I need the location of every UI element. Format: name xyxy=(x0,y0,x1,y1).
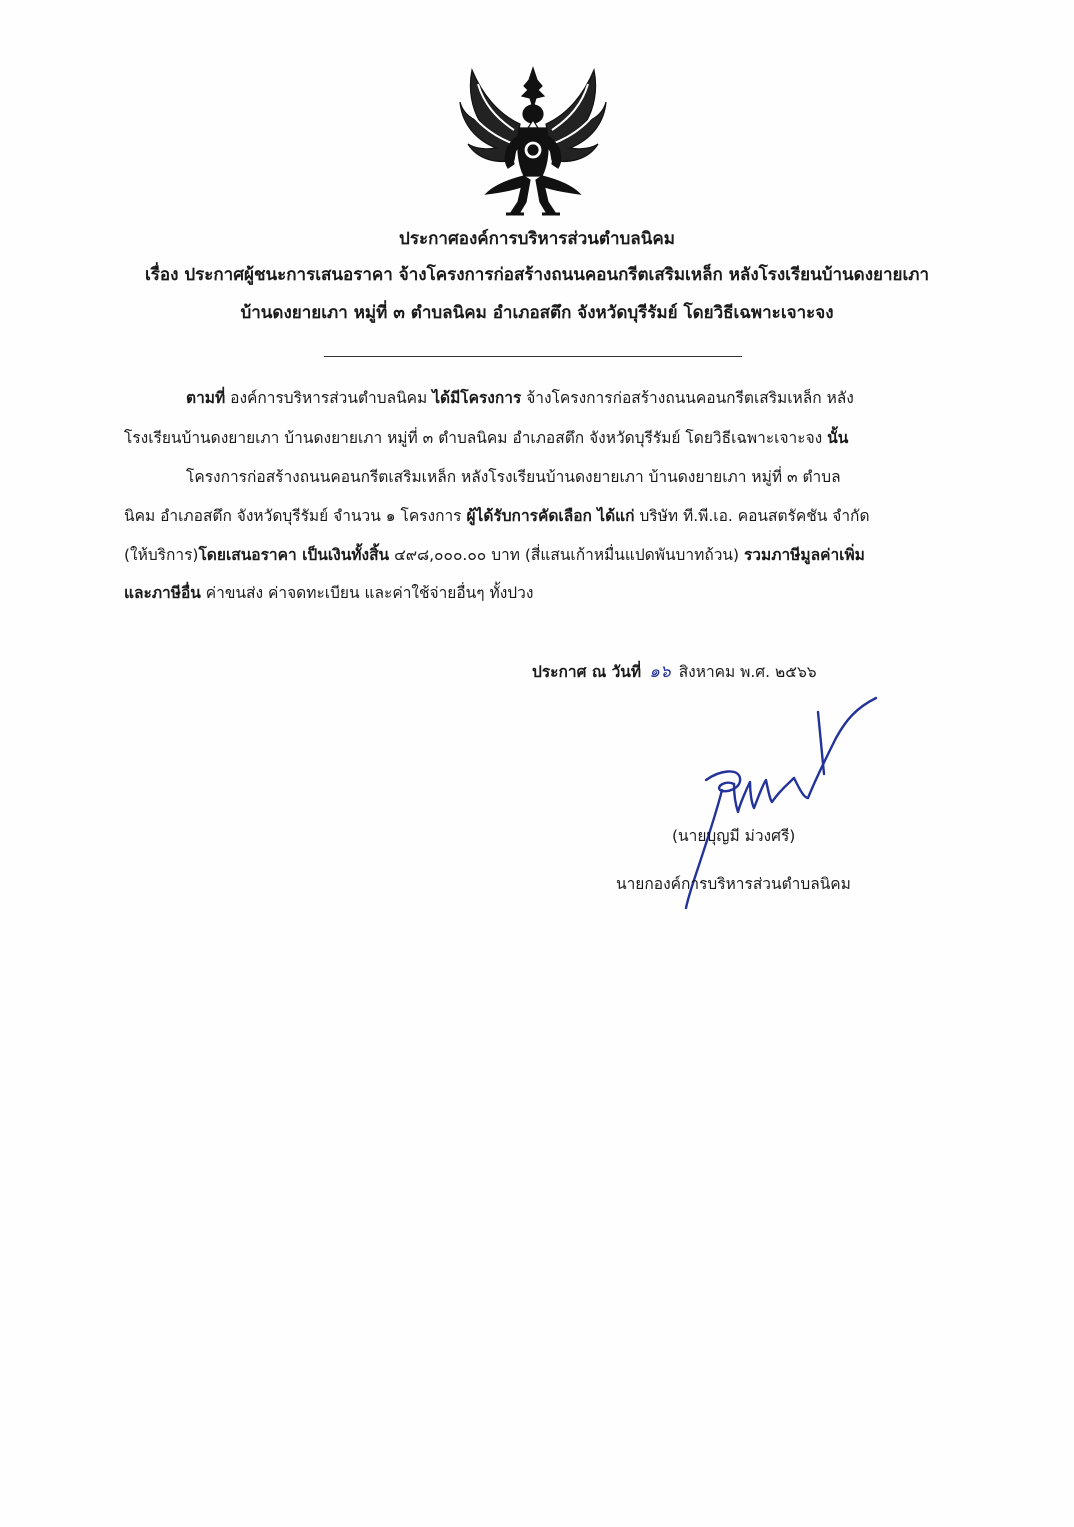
signatory-name: (นายบุญมี ม่วงศรี) xyxy=(672,827,796,845)
body-text: นิคม อำเภอสตึก จังหวัดบุรีรัมย์ จำนวน ๑ โครงการ xyxy=(124,507,467,525)
header-subject-line-2: บ้านดงยายเภา หมู่ที่ ๓ ตำบลนิคม อำเภอสตึก จังหวัดบุรีรัมย์ โดยวิธีเฉพาะเจาะจง xyxy=(240,303,834,323)
header-subject-line-1: เรื่อง ประกาศผู้ชนะการเสนอราคา จ้างโครงการก่อสร้างถนนคอนกรีตเสริมเหล็ก หลังโรงเรียนบ้านดงยายเภา xyxy=(144,265,930,285)
body-text: โครงการก่อสร้างถนนคอนกรีตเสริมเหล็ก หลังโรงเรียนบ้านดงยายเภา บ้านดงยายเภา หมู่ที่ ๓ ตำบล xyxy=(186,468,841,486)
header-divider xyxy=(324,356,742,357)
garuda-emblem-icon xyxy=(458,64,608,220)
bold-text: นั้น xyxy=(827,429,849,447)
body-text: จ้างโครงการก่อสร้างถนนคอนกรีตเสริมเหล็ก หลัง xyxy=(521,389,854,407)
paragraph-2-line-2 xyxy=(124,506,870,526)
paragraph-1-line-2 xyxy=(124,428,848,448)
bold-text: รวมภาษีมูลค่าเพิ่ม xyxy=(743,546,865,564)
paragraph-2-line-4 xyxy=(124,583,533,603)
date-prefix: ประกาศ ณ วันที่ xyxy=(532,663,642,681)
body-text: ๔๙๘,๐๐๐.๐๐ บาท (สี่แสนเก้าหมื่นแปดพันบาทถ้วน) xyxy=(389,546,744,564)
date-day-handwritten: ๑๖ xyxy=(649,662,671,682)
body-text: (ให้บริการ) xyxy=(124,546,199,564)
paragraph-2-line-1 xyxy=(186,467,841,487)
announcement-date xyxy=(532,662,817,682)
bold-text: ได้มีโครงการ xyxy=(432,389,522,407)
paragraph-2-line-3 xyxy=(124,545,865,565)
bold-text: โดยเสนอราคา เป็นเงินทั้งสิ้น xyxy=(198,546,390,564)
body-text: โรงเรียนบ้านดงยายเภา บ้านดงยายเภา หมู่ที่ ๓ ตำบลนิคม อำเภอสตึก จังหวัดบุรีรัมย์ โดยวิธีเฉพาะเจาะจง xyxy=(124,429,828,447)
body-text: ค่าขนส่ง ค่าจดทะเบียน และค่าใช้จ่ายอื่นๆ ทั้งปวง xyxy=(200,584,534,602)
header-organization: ประกาศองค์การบริหารส่วนตำบลนิคม xyxy=(399,229,675,249)
bold-text: ตามที่ xyxy=(186,389,226,407)
date-month-year: สิงหาคม พ.ศ. ๒๕๖๖ xyxy=(678,663,817,681)
body-text: บริษัท ที.พี.เอ. คอนสตรัคชัน จำกัด xyxy=(634,507,870,525)
paragraph-1-line-1 xyxy=(186,388,854,408)
body-text: องค์การบริหารส่วนตำบลนิคม xyxy=(225,389,433,407)
signatory-title: นายกองค์การบริหารส่วนตำบลนิคม xyxy=(616,875,851,893)
bold-text: ผู้ได้รับการคัดเลือก ได้แก่ xyxy=(466,507,635,525)
bold-text: และภาษีอื่น xyxy=(124,584,201,602)
